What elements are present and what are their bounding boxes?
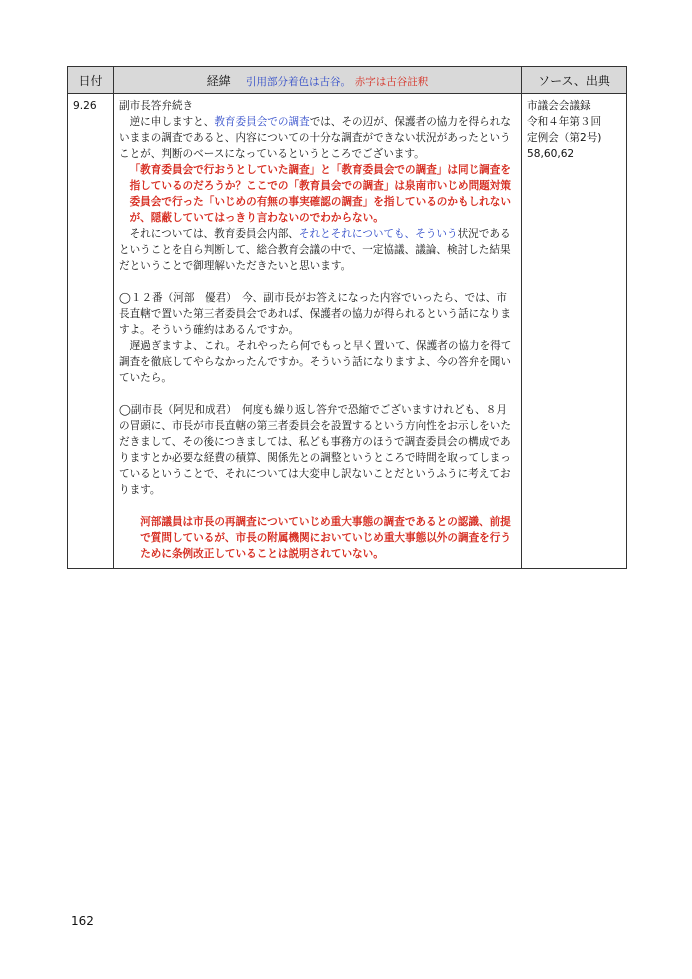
source-line: 58,60,62 — [527, 148, 575, 160]
header-date: 日付 — [68, 67, 114, 94]
header-source: ソース、出典 — [522, 67, 627, 94]
header-row — [68, 67, 627, 94]
header-note-red: 赤字は古谷註釈 — [354, 75, 429, 88]
row-date: 9.26 — [68, 94, 114, 569]
paragraph-2-text-b: 状況であるということを自ら判断して、総合教育会議の中で、一定協議、議論、検討した結果だということで御理解いただきたいと思います。 — [119, 228, 511, 272]
paragraph-3: ◯１２番（河部 優君） 今、副市長がお答えになった内容でいったら、では、市長直轄で置いた第三者委員会であれば、保護者の協力が得られるという話になりますよ。そういう確約はあるんですか。 — [119, 292, 511, 336]
annotation-2: 河部議員は市長の再調査についていじめ重大事態の調査であるとの認識、前提で質問しているが、市長の附属機関においていじめ重大事態以外の調査を行うために条例改正していることは説明されていない。 — [140, 516, 511, 560]
header-body-label: 経緯 — [206, 73, 231, 88]
paragraph-2-highlight: それとそれについても、そういう — [298, 228, 458, 240]
paragraph-1-text-b: では、その辺が、保護者の協力を得られないままの調査であると、内容についての十分な調査ができない状況があったということが、判断のベースになっているというところでございます。 — [119, 116, 511, 160]
source-line: 令和４年第３回 — [527, 116, 602, 128]
header-body — [114, 67, 522, 94]
paragraph-4: 遅過ぎますよ、これ。それやったら何でもっと早く置いて、保護者の協力を得て調査を徹底してやらなかったんですか。そういう話になりますよ、今の答弁を聞いていたら。 — [119, 340, 512, 384]
annotation-1: 「教育委員会で行おうとしていた調査」と「教育委員会での調査」は同じ調査を指しているのだろうか？ここでの「教育員会での調査」は泉南市いじめ問題対策委員会で行った「いじめの有無の事実確認の調査」を指しているのかもしれないが、隠蔽していてはっきり言わないのでわからない。 — [129, 164, 511, 224]
speaker-heading: 副市長答弁続き — [119, 100, 194, 112]
row-source — [522, 94, 627, 569]
paragraph-1-highlight: 教育委員会での調査 — [214, 116, 310, 128]
paragraph-5: ◯副市長（阿児和成君） 何度も繰り返し答弁で恐縮でございますけれども、８月の冒頭に、市長が市長直轄の第三者委員会を設置するという方向性をお示しをいただきまして、その後につきましては、私ども事務方のほうで調査委員会の構成でありますとか必要な経費の積算、関係先との調整というところで時間を取ってしまっているということで、それについては大変申し訳ないことだというふうに考えております。 — [119, 404, 511, 496]
source-line: 定例会（第2号) — [527, 132, 602, 144]
header-note-blue: 引用部分着色は古谷。 — [245, 75, 351, 88]
chronology-table — [67, 66, 627, 569]
source-line: 市議会会議録 — [527, 100, 591, 112]
paragraph-1-text-a: 逆に申しますと、 — [129, 116, 215, 128]
table-row — [68, 94, 627, 569]
paragraph-1 — [119, 114, 516, 162]
paragraph-2-text-a: それについては、教育委員会内部、 — [129, 228, 299, 240]
paragraph-2 — [119, 226, 516, 274]
page-number: 162 — [71, 914, 94, 928]
row-body — [114, 94, 522, 569]
